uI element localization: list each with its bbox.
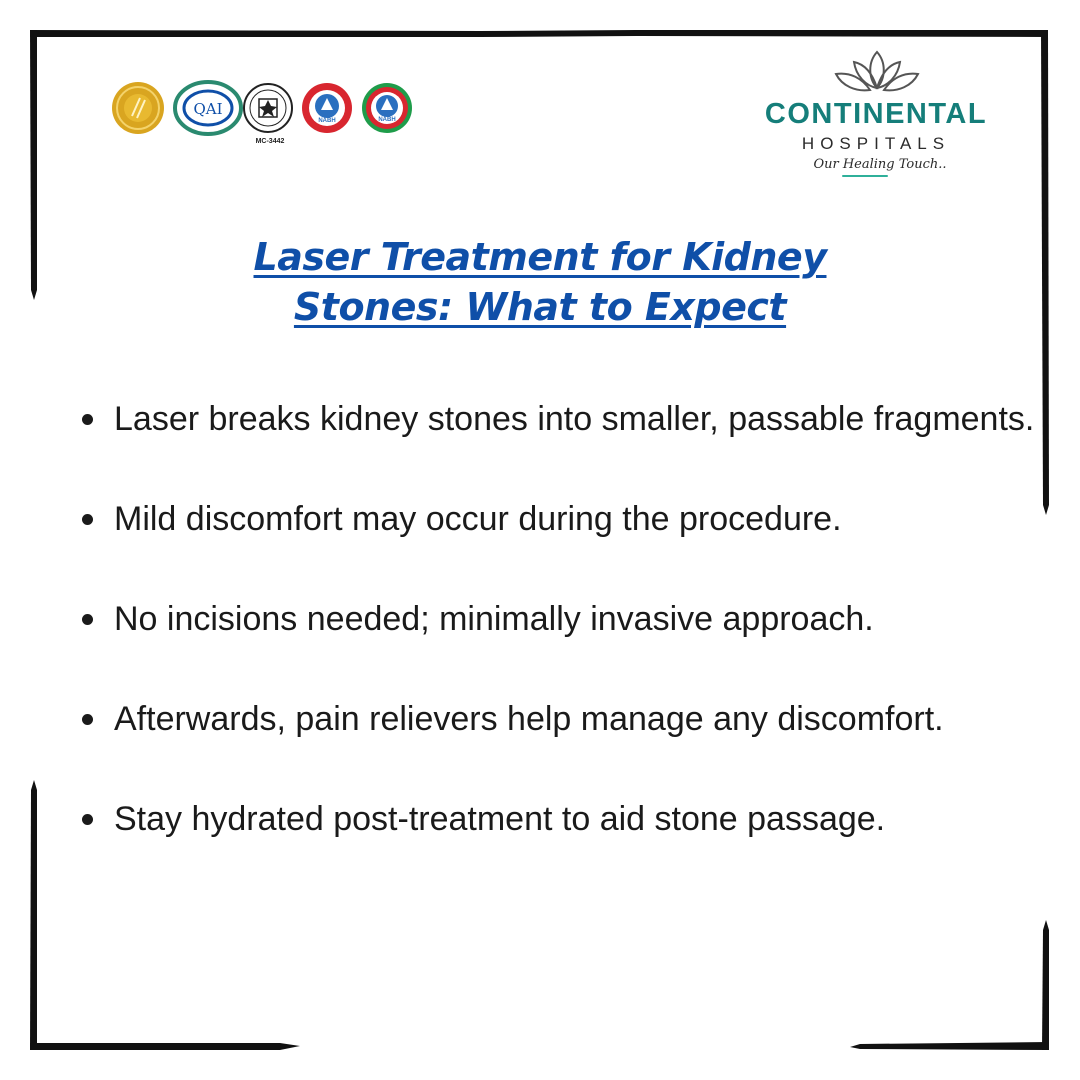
- brand-subname: HOSPITALS: [801, 134, 951, 153]
- nabh-red-icon: [302, 83, 352, 133]
- list-item: Stay hydrated post-treatment to aid stone passage.: [80, 794, 1040, 844]
- nabh-green-icon: [362, 83, 412, 133]
- tagline-underline: [842, 175, 888, 177]
- page-title: [140, 232, 940, 332]
- brand-name: CONTINENTAL: [764, 98, 988, 130]
- nabh-label: NABH: [318, 118, 336, 124]
- lotus-logo-icon: [830, 48, 924, 100]
- brand-tagline: Our Healing Touch..: [813, 157, 947, 172]
- list-item: Mild discomfort may occur during the procedure.: [80, 494, 1040, 544]
- government-emblem-icon: [244, 84, 292, 132]
- qai-label: QAI: [193, 100, 223, 118]
- title-line-1: Laser Treatment for Kidney: [253, 235, 827, 279]
- qai-certified-icon: [175, 82, 241, 134]
- nabh-label-2: NABH: [378, 117, 396, 123]
- list-item: Afterwards, pain relievers help manage any discomfort.: [80, 694, 1040, 744]
- list-item: No incisions needed; minimally invasive approach.: [80, 594, 1040, 644]
- gold-seal-icon: [112, 82, 164, 134]
- title-line-2: Stones: What to Expect: [293, 285, 787, 329]
- mc-code: MC-3442: [255, 138, 285, 145]
- bullet-list: [80, 394, 1040, 894]
- list-item: Laser breaks kidney stones into smaller, passable fragments.: [80, 394, 1040, 444]
